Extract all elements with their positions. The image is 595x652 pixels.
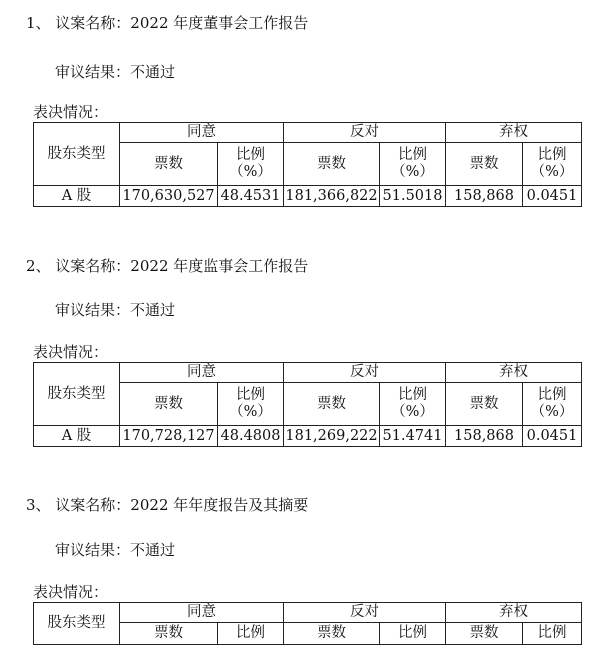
vote-label: 表决情况：	[33, 103, 109, 121]
header-abstain: 弃权	[446, 123, 582, 143]
header-oppose-votes: 票数	[284, 623, 380, 645]
cell-agree-ratio: 48.4531	[218, 186, 284, 207]
header-agree-votes: 票数	[120, 143, 218, 186]
vote-table	[33, 122, 582, 207]
header-oppose-votes: 票数	[284, 143, 380, 186]
vote-table	[33, 362, 582, 447]
header-oppose-ratio: 比例	[380, 623, 446, 645]
cell-oppose-votes: 181,366,822	[284, 186, 380, 207]
header-oppose: 反对	[284, 123, 446, 143]
header-abstain-ratio: 比例	[523, 623, 582, 645]
header-shareholder-type: 股东类型	[34, 123, 120, 186]
cell-oppose-ratio: 51.5018	[380, 186, 446, 207]
header-abstain-votes: 票数	[446, 383, 523, 426]
header-oppose-ratio: 比例 （%）	[380, 383, 446, 426]
header-abstain-votes: 票数	[446, 143, 523, 186]
proposal-title: 2、 议案名称：2022 年度监事会工作报告	[26, 257, 309, 275]
cell-oppose-ratio: 51.4741	[380, 426, 446, 447]
header-agree: 同意	[120, 123, 284, 143]
cell-abstain-ratio: 0.0451	[523, 186, 582, 207]
header-oppose: 反对	[284, 363, 446, 383]
header-abstain-ratio: 比例 （%）	[523, 143, 582, 186]
cell-agree-votes: 170,728,127	[120, 426, 218, 447]
header-agree-votes: 票数	[120, 623, 218, 645]
review-result: 审议结果：不通过	[55, 301, 176, 319]
cell-abstain-votes: 158,868	[446, 186, 523, 207]
table-row	[34, 186, 582, 207]
header-abstain: 弃权	[446, 363, 582, 383]
vote-label: 表决情况：	[33, 343, 109, 361]
cell-shareholder-type: A 股	[34, 426, 120, 447]
cell-shareholder-type: A 股	[34, 186, 120, 207]
header-agree: 同意	[120, 363, 284, 383]
vote-label: 表决情况：	[33, 583, 109, 601]
header-oppose-ratio: 比例 （%）	[380, 143, 446, 186]
cell-oppose-votes: 181,269,222	[284, 426, 380, 447]
review-result: 审议结果：不通过	[55, 541, 176, 559]
proposal-title: 1、 议案名称：2022 年度董事会工作报告	[26, 14, 309, 32]
header-agree-ratio: 比例 （%）	[218, 143, 284, 186]
header-abstain-ratio: 比例 （%）	[523, 383, 582, 426]
header-agree: 同意	[120, 603, 284, 623]
header-abstain: 弃权	[446, 603, 582, 623]
header-agree-votes: 票数	[120, 383, 218, 426]
cell-agree-ratio: 48.4808	[218, 426, 284, 447]
header-agree-ratio: 比例	[218, 623, 284, 645]
vote-table	[33, 602, 582, 645]
header-agree-ratio: 比例 （%）	[218, 383, 284, 426]
table-row	[34, 426, 582, 447]
cell-abstain-votes: 158,868	[446, 426, 523, 447]
cell-agree-votes: 170,630,527	[120, 186, 218, 207]
review-result: 审议结果：不通过	[55, 63, 176, 81]
header-shareholder-type: 股东类型	[34, 363, 120, 426]
cell-abstain-ratio: 0.0451	[523, 426, 582, 447]
header-abstain-votes: 票数	[446, 623, 523, 645]
header-oppose-votes: 票数	[284, 383, 380, 426]
proposal-title: 3、 议案名称：2022 年年度报告及其摘要	[26, 496, 309, 514]
header-oppose: 反对	[284, 603, 446, 623]
header-shareholder-type: 股东类型	[34, 603, 120, 645]
